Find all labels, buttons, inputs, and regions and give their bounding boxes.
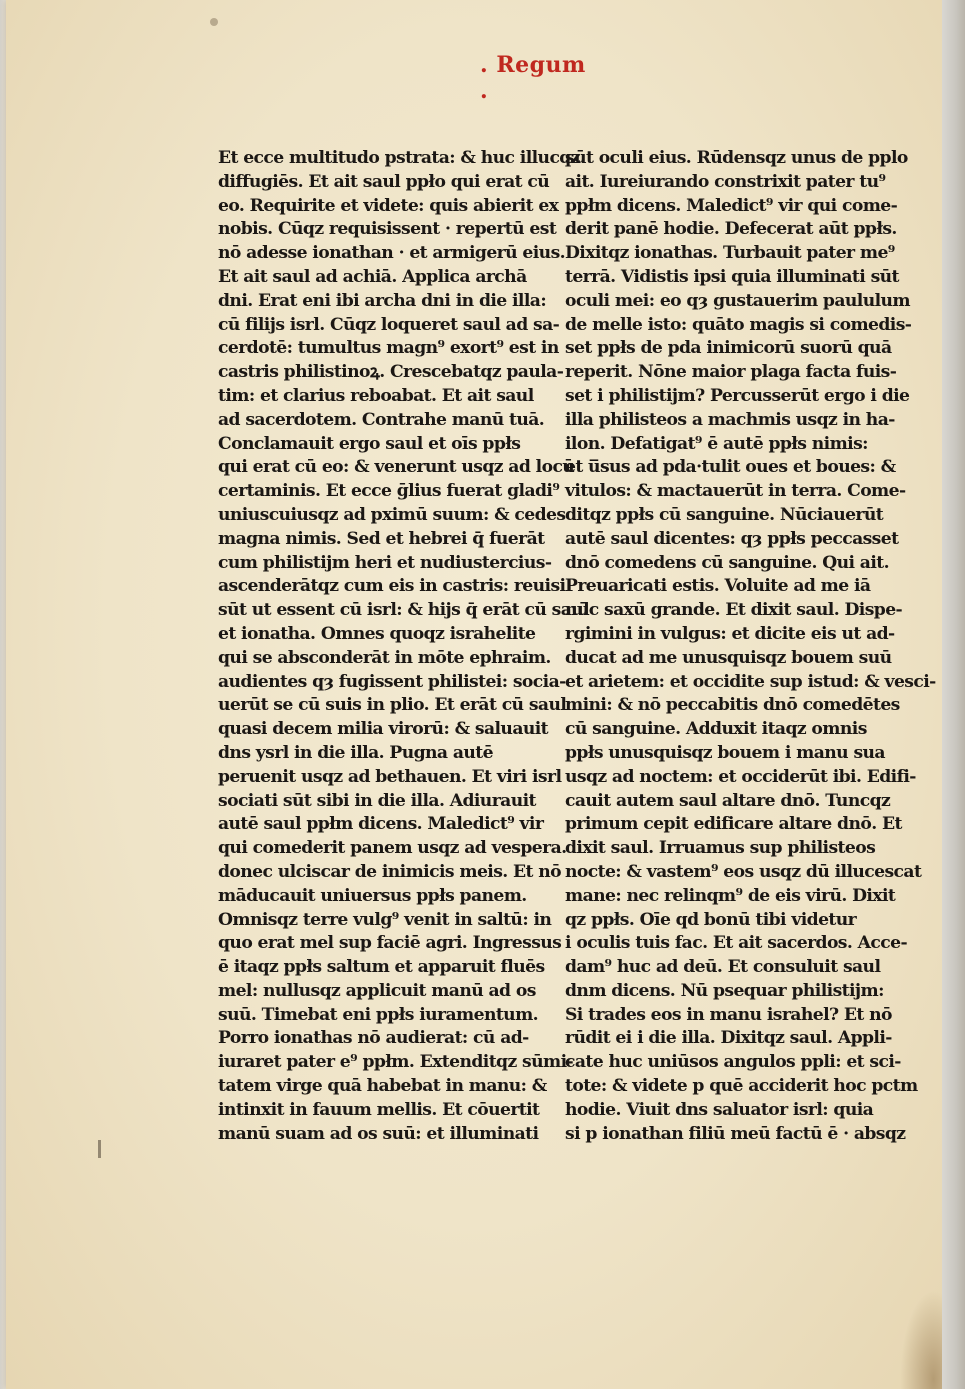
text-line: magna nimis. Sed et hebrei q̄ fuerāt: [218, 528, 545, 549]
margin-mark: [98, 1140, 101, 1158]
text-line: mini: & nō peccabitis dnō comedētes: [565, 695, 900, 716]
text-line: dns ysrl in die illa. Pugna autē: [218, 742, 493, 763]
text-line: tatem virge quā habebat in manu: &: [218, 1076, 547, 1097]
text-line: manū suam ad os suū: et illuminati: [218, 1123, 539, 1144]
text-line: diffugiēs. Et ait saul ppło qui erat cū: [218, 171, 550, 192]
text-line: iuraret pater e⁹ ppłm. Extenditqz sūmi-: [218, 1052, 574, 1073]
text-line: peruenit usqz ad bethauen. Et viri isrl: [218, 766, 562, 787]
text-line: cauit autem saul altare dnō. Tuncqz: [565, 790, 891, 811]
text-line: uerūt se cū suis in plio. Et erāt cū saul: [218, 695, 567, 716]
text-line: cū sanguine. Adduxit itaqz omnis: [565, 719, 867, 740]
text-line: ē itaqz ppłs saltum et apparuit fluēs: [218, 957, 545, 978]
text-line: tim: et clarius reboabat. Et ait saul: [218, 385, 534, 406]
text-line: Porro ionathas nō audierat: cū ad-: [218, 1028, 529, 1049]
text-line: sūt ut essent cū isrl: & hijs q̄ erāt cū saul: [218, 600, 590, 621]
text-line: ad sacerdotem. Contrahe manū tuā.: [218, 409, 545, 430]
text-line: māducauit uniuersus ppłs panem.: [218, 885, 527, 906]
text-line: mel: nullusqz applicuit manū ad os: [218, 980, 536, 1001]
text-line: certaminis. Et ecce ḡlius fuerat gladi⁹: [218, 481, 560, 502]
text-line: i oculis tuis fac. Et ait sacerdos. Acce-: [565, 933, 907, 954]
text-line: qz ppłs. Oīe qd bonū tibi videtur: [565, 909, 857, 930]
text-line: Et ait saul ad achiā. Applica archā: [218, 266, 527, 287]
text-line: qui comederit panem usqz ad vespera.: [218, 838, 567, 859]
text-line: castris philistinoꝝ. Crescebatqz paula-: [218, 362, 564, 383]
text-line: set ppłs de pda inimicorū suorū quā: [565, 338, 892, 359]
text-line: ppłm dicens. Maledict⁹ vir qui come-: [565, 195, 898, 216]
text-line: si p ionathan filiū meū factū ē · absqz: [565, 1123, 906, 1144]
text-line: Omnisqz terre vulg⁹ venit in saltū: in: [218, 909, 552, 930]
text-line: tote: & videte p quē acciderit hoc pctm: [565, 1076, 918, 1097]
text-line: vitulos: & mactauerūt in terra. Come-: [565, 481, 906, 502]
text-line: nocte: & vastem⁹ eos usqz dū illucescat: [565, 861, 922, 882]
page-edge: [942, 0, 965, 1389]
text-line: cerdotē: tumultus magn⁹ exort⁹ est in: [218, 338, 559, 359]
text-line: cate huc uniūsos angulos ppli: et sci-: [565, 1052, 901, 1073]
text-line: Conclamauit ergo saul et oīs ppłs: [218, 433, 521, 454]
text-line: qui erat cū eo: & venerunt usqz ad locū: [218, 457, 575, 478]
text-line: rgimini in vulgus: et dicite eis ut ad-: [565, 623, 895, 644]
text-line: audientes qȝ fugissent philistei: socia-: [218, 671, 566, 692]
text-line: oculi mei: eo qȝ gustauerim paululum: [565, 290, 911, 311]
text-line: ppłs unusquisqz bouem i manu sua: [565, 742, 885, 763]
text-line: ait. Iureiurando constrixit pater tu⁹: [565, 171, 886, 192]
text-line: nūc saxū grande. Et dixit saul. Dispe-: [565, 600, 903, 621]
text-line: Dixitqz ionathas. Turbauit pater me⁹: [565, 243, 895, 264]
text-line: primum cepit edificare altare dnō. Et: [565, 814, 902, 835]
text-line: ascenderātqz cum eis in castris: reuisi: [218, 576, 566, 597]
text-line: reperit. Nōne maior plaga facta fuis-: [565, 362, 897, 383]
text-line: qui se absconderāt in mōte ephraim.: [218, 647, 551, 668]
text-line: sūt oculi eius. Rūdensqz unus de pplo: [565, 148, 908, 168]
text-line: sociati sūt sibi in die illa. Adiurauit: [218, 790, 536, 811]
text-line: ducat ad me unusquisqz bouem suū: [565, 647, 892, 668]
text-line: set i philistijm? Percusserūt ergo i die: [565, 385, 910, 406]
text-line: rūdit ei i die illa. Dixitqz saul. Appli-: [565, 1028, 892, 1049]
text-line: dnō comedens cū sanguine. Qui ait.: [565, 552, 889, 573]
text-line: ditqz ppłs cū sanguine. Nūciauerūt: [565, 504, 884, 525]
text-line: dnm dicens. Nū psequar philistijm:: [565, 980, 884, 1001]
text-line: derit panē hodie. Defecerat aūt ppłs.: [565, 219, 897, 240]
text-line: autē saul ppłm dicens. Maledict⁹ vir: [218, 814, 544, 835]
text-column-right: [565, 147, 936, 1146]
ink-spot: [210, 18, 218, 26]
text-line: autē saul dicentes: qȝ ppłs peccasset: [565, 528, 899, 549]
text-line: intinxit in fauum mellis. Et cōuertit: [218, 1099, 540, 1120]
text-line: illa philisteos a machmis usqz in ha-: [565, 409, 895, 430]
text-line: dixit saul. Irruamus sup philisteos: [565, 838, 876, 859]
text-line: nobis. Cūqz requisissent · repertū est: [218, 219, 557, 240]
text-line: uniuscuiusqz ad pximū suum: & cedes: [218, 504, 566, 525]
text-line: mane: nec relinqm⁹ de eis virū. Dixit: [565, 885, 896, 906]
text-line: hodie. Viuit dns saluator isrl: quia: [565, 1099, 874, 1120]
text-line: et u̅sus ad pda·tulit oues et boues: &: [565, 457, 896, 478]
text-column-left: [218, 147, 590, 1146]
text-line: cū filijs isrl. Cūqz loqueret saul ad sa-: [218, 314, 560, 335]
text-line: et ionatha. Omnes quoqz israhelite: [218, 623, 536, 644]
text-line: Preuaricati estis. Voluite ad me iā: [565, 576, 871, 597]
text-line: et arietem: et occidite sup istud: & vesci-: [565, 671, 936, 692]
corner-stain: [900, 1290, 942, 1389]
text-line: dam⁹ huc ad deū. Et consuluit saul: [565, 957, 881, 978]
text-line: Et ecce multitudo pstrata: & huc illucqz: [218, 148, 580, 168]
text-line: Si trades eos in manu israhel? Et nō: [565, 1004, 892, 1025]
running-head: . Regum .: [480, 52, 586, 104]
text-line: usqz ad noctem: et occiderūt ibi. Edifi-: [565, 766, 916, 787]
text-line: quo erat mel sup faciē agri. Ingressus: [218, 933, 562, 954]
text-line: de melle isto: quāto magis si comedis-: [565, 314, 912, 335]
text-line: suū. Timebat eni ppłs iuramentum.: [218, 1004, 539, 1025]
text-line: dni. Erat eni ibi archa dni in die illa:: [218, 290, 547, 311]
text-line: quasi decem milia virorū: & saluauit: [218, 719, 549, 740]
text-line: eo. Requirite et videte: quis abierit ex: [218, 195, 559, 216]
text-line: donec ulciscar de inimicis meis. Et nō: [218, 861, 562, 882]
text-line: ilon. Defatigat⁹ ē autē ppłs nimis:: [565, 433, 868, 454]
text-line: nō adesse ionathan · et armigerū eius.: [218, 243, 566, 264]
text-line: terrā. Vidistis ipsi quia illuminati sūt: [565, 266, 899, 287]
text-line: cum philistijm heri et nudiustercius-: [218, 552, 552, 573]
